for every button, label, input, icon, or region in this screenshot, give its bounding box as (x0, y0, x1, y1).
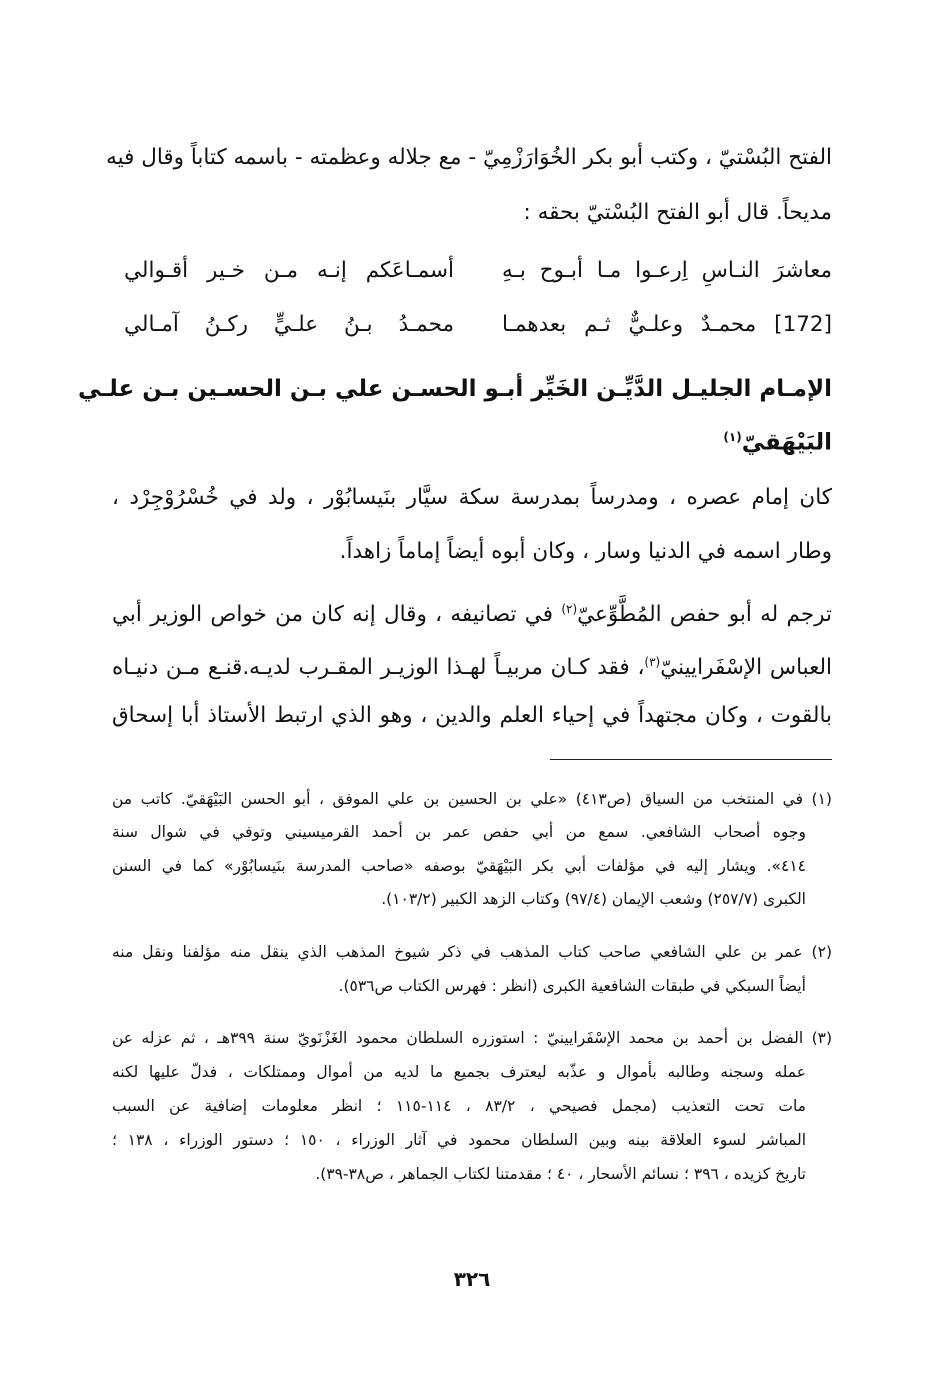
verse-first-hemistich: [172] محمـدٌ وعلـيٌّ ثـم بعدهمـا (502, 312, 832, 337)
body-line: كان إمام عصره ، ومدرساً بمدرسة سكة سيَّار بنَيسابُوْر ، ولد في خُسْرُوْجِرْد ، (112, 485, 832, 510)
footnote-marker: (١) (723, 430, 742, 444)
page-number: ٣٢٦ (453, 1267, 491, 1291)
body-text: ، فقد كـان مربيـاً لهـذا الوزيـر المقـرب لديـه.قنـع مـن دنيـاه (112, 655, 645, 681)
footnote-line: الكبرى (٢٥٧/٧) وشعب الإيمان (٩٧/٤) وكتاب الزهد الكبير (١٠٣/٢). (381, 890, 806, 908)
body-line (112, 645, 832, 685)
body-line: بالقوت ، وكان مجتهداً في إحياء العلم والدين ، وهو الذي ارتبط الأستاذ أبا إسحاق (112, 703, 832, 728)
footnote-line: أيضاً السبكي في طبقات الشافعية الكبرى (انظر : فهرس الكتاب ص٥٣٦). (338, 977, 806, 995)
section-heading-line2 (112, 420, 832, 460)
footnote-line: (١) في المنتخب من السياق (ص٤١٣) «علي بن الحسين بن علي الموفق ، أبو الحسن البَيْهَقيّ. كاتب من (112, 790, 832, 808)
footnote-line: (٣) الفضل بن أحمد بن محمد الإسْفَرايينيّ : استوزره السلطان محمود الغَزْنَويّ سنة ٣٩٩هـ ، ثم عزله عن (112, 1029, 833, 1047)
footnote-divider (550, 759, 832, 760)
body-text: ترجم له أبو حفص المُطَّوِّعيّ (577, 602, 832, 628)
body-line: وطار اسمه في الدنيا وسار ، وكان أبوه أيضاً إماماً زاهداً. (339, 539, 832, 564)
footnote-marker: (٣) (644, 655, 661, 669)
verse-second-hemistich: محمـدُ بـنُ علـيٍّ ركـنُ آمـالي (124, 312, 454, 337)
verse-first-hemistich: معاشرَ النـاسِ اِرعـوا مـا أبـوح بـهِ (502, 258, 832, 283)
footnote-line: (٢) عمر بن علي الشافعي صاحب كتاب المذهب في ذكر شيوخ المذهب الذي ينقل منه مؤلفنا ونقل منه (112, 943, 832, 961)
body-line: الفتح البُسْتيّ ، وكتب أبو بكر الخُوَارَزْمِيّ - مع جلاله وعظمته - باسمه كتاباً وقال فيه (106, 145, 832, 170)
footnote-line: ٤١٤». ويشار إليه في مؤلفات أبي بكر البَيْهَقيّ بوصفه «صاحب المدرسة بنَيسابُوْر» كما في السنن (112, 857, 806, 875)
body-line: مديحاً. قال أبو الفتح البُسْتيّ بحقه : (523, 200, 832, 225)
section-heading-name: البَيْهَقيّ (741, 429, 832, 456)
footnote-line: تاريخ كزيده ، ٣٩٦ ؛ نسائم الأسحار ، ٤٠ ؛ مقدمتنا لكتاب الجماهر ، ص٣٨-٣٩). (315, 1165, 806, 1183)
footnote-line: المباشر لسوء العلاقة بينه وبين السلطان محمود في آثار الوزراء ، ١٥٠ ؛ دستور الوزراء ، ١٣٨ ؛ (112, 1131, 807, 1149)
body-text: العباس الإسْفَرايينيّ (660, 655, 833, 681)
body-line (112, 592, 832, 632)
verse-second-hemistich: أسمـاعَكم إنـه مـن خـير أقـوالي (124, 258, 454, 283)
footnote-marker: (٢) (561, 602, 578, 616)
footnote-line: وجوه أصحاب الشافعي. سمع من أبي حفص عمر بن أحمد القرميسيني وتوفي في شوال سنة (112, 823, 806, 841)
body-text: في تصانيفه ، وقال إنه كان من خواص الوزير أبي (112, 602, 562, 628)
footnote-line: عمله وسجنه وطالبه بأموال و عذّبه ليعترف بجميع ما لديه من أموال وممتلكات ، فدلّ عليها لكنه (112, 1063, 806, 1081)
section-heading-line1: الإمـام الجليـل الدَّيِّـن الخَيِّر أبـو الحسـن علي بـن الحسـين بـن علـي (77, 376, 832, 402)
footnote-line: مات تحت التعذيب (مجمل فصيحي ، ٨٣/٢ ، ١١٤-١١٥ ؛ انظر معلومات إضافية عن السبب (112, 1097, 806, 1115)
